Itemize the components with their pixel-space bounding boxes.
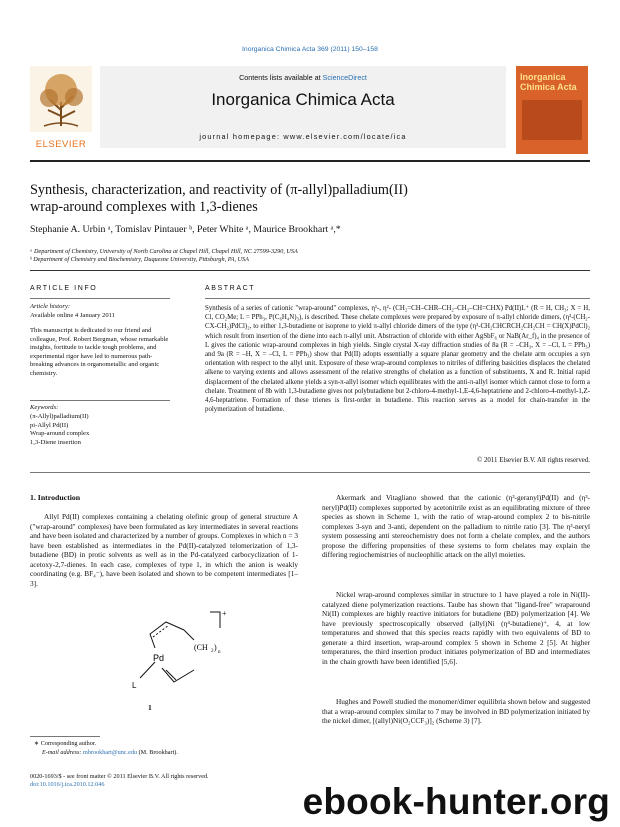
keywords-label: Keywords: (30, 404, 59, 411)
keywords-rule (30, 400, 170, 401)
sciencedirect-link[interactable]: ScienceDirect (322, 73, 367, 82)
elsevier-logo[interactable] (30, 66, 92, 148)
svg-text:): ) (214, 643, 217, 652)
issn-line: 0020-1693/$ - see front matter © 2011 Elsevier B.V. All rights reserved. (30, 773, 209, 780)
svg-text:+: + (222, 609, 227, 618)
article-info-heading: ARTICLE INFO (30, 285, 98, 292)
journal-homepage[interactable]: journal homepage: www.elsevier.com/locate/ica (199, 132, 407, 141)
journal-cover[interactable] (516, 66, 588, 154)
email-suffix: (M. Brookhart). (137, 749, 178, 756)
chemical-structure-diagram (110, 604, 250, 699)
complex-1-structure (110, 604, 250, 699)
contents-line (100, 73, 506, 82)
intro-paragraph-1: Allyl Pd(II) complexes containing a chelating olefinic group of general structure A ("wrap-around" complexes) have been formulated as key intermediates in several reactions and have been isolated and characterized by a number of groups. Complexes in which n = 3 have been established as intermediates in the Pd(II)-catalyzed telomerization of 1,3-butadiene (BD) in protic solvents as well as in the Pd-catalyzed carbocyclization of 1-acetoxy-2,7-dienes. In each case, complexes of type 1, in which the anion is weakly coordinating (e.g. BF₄⁻), have been isolated and shown to be competent intermediates [1–3]. (30, 512, 298, 588)
intro-paragraph-2: Akermark and Vitagliano showed that the cationic (η³-geranyl)Pd(II) and (η³-neryl)Pd(II) complexes supported by acetonitrile exist as an equilibrating mixture of three species as shown in Scheme 1, with the ratio of wrap-around complex 2 to bis-nitrile complexes 3-syn and 3-anti, dependent on the palladium to nitrile ratio [3]. The η³-neryl system possessing anti stereochemistry does not form a chelate complex, and the authors propose the differing propensities of these systems to form chelates may explain the differing regiochemistries of nucleophilic attack on the allyl moieties. (322, 493, 590, 559)
email-link[interactable]: mbrookhart@unc.edu (83, 749, 138, 756)
copyright-notice: © 2011 Elsevier B.V. All rights reserved. (477, 457, 590, 464)
elsevier-tree-icon (30, 66, 92, 132)
keyword-list (30, 413, 170, 447)
intro-paragraph-4: Hughes and Powell studied the monomer/dimer equilibria shown below and suggested that a wrap-around complex similar to 7 may be involved in BD polymerization initiated by the nickel dimer, [(allyl)Ni(O₂CCF₃)]₂ (Scheme 3) [7]. (322, 697, 590, 725)
keyword-item: 1,3-Diene insertion (30, 438, 81, 446)
article-title (30, 182, 590, 216)
abstract-bottom-rule (30, 472, 590, 473)
footnote-rule (30, 736, 100, 737)
journal-reference[interactable]: Inorganica Chimica Acta 369 (2011) 150–158 (242, 46, 378, 53)
abstract-rule (205, 298, 590, 299)
svg-text:n: n (218, 650, 221, 655)
svg-text:(CH: (CH (194, 643, 208, 652)
abstract-text: Synthesis of a series of cationic "wrap-around" complexes, η¹-, η²- (CH₂=CH–CHR–CH₂–CH₂–CH=CHX) Pd(II)L⁺ (R = H, CH₃; X = H, Cl, CO₂Me; L = PPh₃, P(C₆H₄N)₃), is described. These chelate complexes were prepared by exposure of π-allyl chloride dimers, (η³-(CH₂-CX-CH₂)PdCl)₂, to either 1,3-butadiene or isoprene to yield π-allyl chloride dimers of the type (η³-CH₂CHCRCH₂CH₂CH = CH(X)PdCl)₂ which result from insertion of the diene into each π-allyl unit. Abstraction of chloride with either AgSbF₆ or NaB(Ar_f)₄ in the presence of L gives the cationic wrap-around complexes in high yields. Single crystal X-ray diffraction studies of 8a (R = –CH₃, X = –Cl, L = PPh₃) and 9a (R = –H, X = –Cl, L = PPh₃) show that Pd(II) adopts essentially a square planar geometry and the chelate arm occupies a syn orientation with respect to the allyl unit. Exposure of these wrap-around complexes to nitriles of differing basicities displaces the chelated alkene to varying extents and allows assessment of the relative strengths of chelation as a function of substituents, X and R. Initial rapid displacement of the chelated alkene yields a syn-π-allyl isomer which equilibrates with the anti-π-allyl isomer which cannot close to form a chelate. Treatment of 8b with 1,3-butadiene gives not polybutadiene but 2-chloro-4-methyl-1,E-4,6-heptatriene and 2-chloro-4-methyl-1,Z-4,6-heptatriene. Formation of these trienes is first-order in butadiene. This reaction serves as a model for chain-transfer in the polymerization of butadiene. (205, 305, 590, 414)
history-label: Article history: (30, 303, 71, 310)
cover-title-1: Inorganica (520, 72, 566, 82)
journal-title: Inorganica Chimica Acta (211, 90, 395, 109)
elsevier-wordmark: ELSEVIER (35, 139, 87, 150)
corresponding-author: ∗ Corresponding author. (34, 740, 97, 747)
author-list: Stephanie A. Urbin ᵃ, Tomislav Pintauer ᵇ, Peter White ᵃ, Maurice Brookhart ᵃ,* (30, 224, 341, 235)
introduction-heading: 1. Introduction (30, 493, 81, 502)
intro-paragraph-3: Nickel wrap-around complexes similar in structure to 1 have played a role in Ni(II)-catalyzed diene polymerization reactions. Taube has shown that "ligand-free" wraparound Ni(II) complexes are highly reactive initiators for butadiene (BD) polymerization [4]. We have previously spectroscopically observed (allyl)Ni (η⁴-butadiene)⁺, 4, at low temperatures and showed that this species reacts rapidly with two equivalents of BD to generate a third insertion, wrap-around complex 5 shown in Scheme 2 [5]. At higher temperatures, the third insertion product initiates polymerization of BD and intermediates in the chain growth have been identified [5,6]. (322, 590, 590, 666)
email-label: E-mail address: (42, 749, 84, 756)
keyword-item: Wrap-around complex (30, 430, 90, 438)
compound-label: 1 (148, 703, 152, 712)
doi-link[interactable]: doi:10.1016/j.ica.2010.12.046 (30, 781, 105, 788)
affiliation-a: ᵃ Department of Chemistry, University of North Carolina at Chapel Hill, Chapel Hill, NC 27599-3290, USA (30, 248, 298, 255)
email-line (42, 749, 310, 757)
dedication-note: This manuscript is dedicated to our friend and colleague, Prof. Robert Bergman, whose remarkable insights, fortitude to tackle tough problems, and experimental rigor have led to numerous path-breaking advances in organometallic and organic chemistry. (30, 327, 169, 377)
header-rule (30, 160, 590, 162)
svg-text:2: 2 (211, 649, 214, 654)
keyword-item: (π-Allyl)palladium(II) (30, 413, 89, 420)
info-rule (30, 298, 170, 299)
title-line-1: Synthesis, characterization, and reactivity of (π-allyl)palladium(II) (30, 182, 408, 198)
affiliation-b: ᵇ Department of Chemistry and Biochemistry, Duquesne University, Pittsburgh, PA, USA (30, 256, 249, 263)
keyword-item: pi-Allyl Pd(II) (30, 421, 69, 429)
title-line-2: wrap-around complexes with 1,3-dienes (30, 199, 258, 215)
affiliation-rule (30, 270, 590, 271)
cover-title-2: Chimica Acta (520, 82, 577, 92)
watermark-text: ebook-hunter.org (302, 781, 610, 822)
svg-text:Pd: Pd (153, 653, 165, 663)
abstract-heading: ABSTRACT (205, 285, 256, 292)
history-value: Available online 4 January 2011 (30, 312, 115, 319)
svg-text:L: L (132, 681, 137, 690)
cover-artwork (522, 100, 582, 140)
contents-prefix: Contents lists available at (239, 73, 323, 82)
